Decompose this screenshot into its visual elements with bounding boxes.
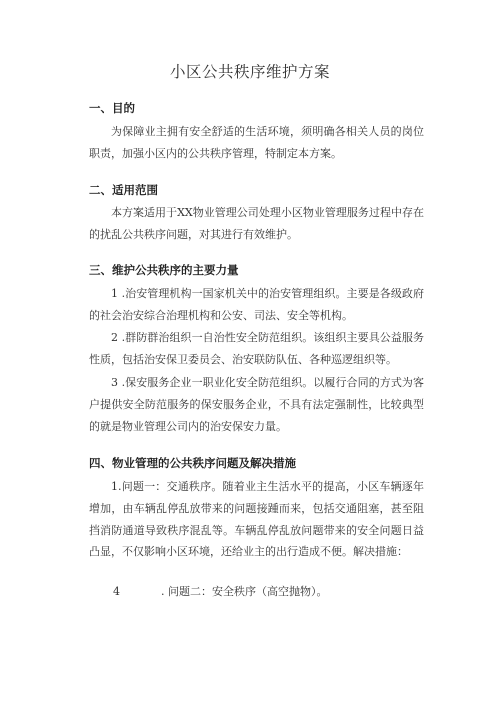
paragraph-force-3: 3 .保安服务企业一职业化安全防范组织。以履行合同的方式为客户提供安全防范服务的保安服务企业，不具有法定强制性，比较典型的就是物业管理公司内的治安保安力量。 (89, 376, 424, 433)
section-heading-scope: 二、适用范围 (89, 183, 158, 197)
paragraph-force-1: 1 .治安管理机构一国家机关中的治安管理组织。主要是各级政府的社会治安综合治理机构和公安、司法、安全等机构。 (89, 287, 424, 322)
paragraph-scope: 本方案适用于XX物业管理公司处理小区物业管理服务过程中存在的扰乱公共秩序问题，对其进行有效维护。 (89, 206, 424, 241)
page-title: 小区公共秩序维护方案 (169, 63, 330, 81)
list-item-number: 4 (113, 585, 120, 598)
section-heading-main-forces: 三、维护公共秩序的主要力量 (89, 263, 239, 277)
list-item-text: . 问题二：安全秩序（高空抛物）。 (161, 585, 328, 598)
paragraph-purpose: 为保障业主拥有安全舒适的生活环境，须明确各相关人员的岗位职责，加强小区内的公共秩序管理，特制定本方案。 (89, 125, 424, 160)
list-item-problem-2 (113, 583, 328, 599)
section-heading-purpose: 一、目的 (89, 101, 135, 115)
section-heading-problems: 四、物业管理的公共秩序问题及解决措施 (89, 456, 296, 470)
paragraph-problem-1: 1.问题一：交通秩序。随着业主生活水平的提高，小区车辆逐年增加，由车辆乱停乱放带来的问题接踵而来，包括交通阻塞，甚至阻挡消防通道导致秩序混乱等。车辆乱停乱放问题带来的安全问题日益凸显，不仅影响小区环境，还给业主的出行造成不便。解决措施： (89, 480, 424, 559)
paragraph-force-2: 2 .群防群治组织一自治性安全防范组织。该组织主要具公益服务性质，包括治安保卫委员会、治安联防队伍、各种巡逻组织等。 (89, 331, 424, 366)
